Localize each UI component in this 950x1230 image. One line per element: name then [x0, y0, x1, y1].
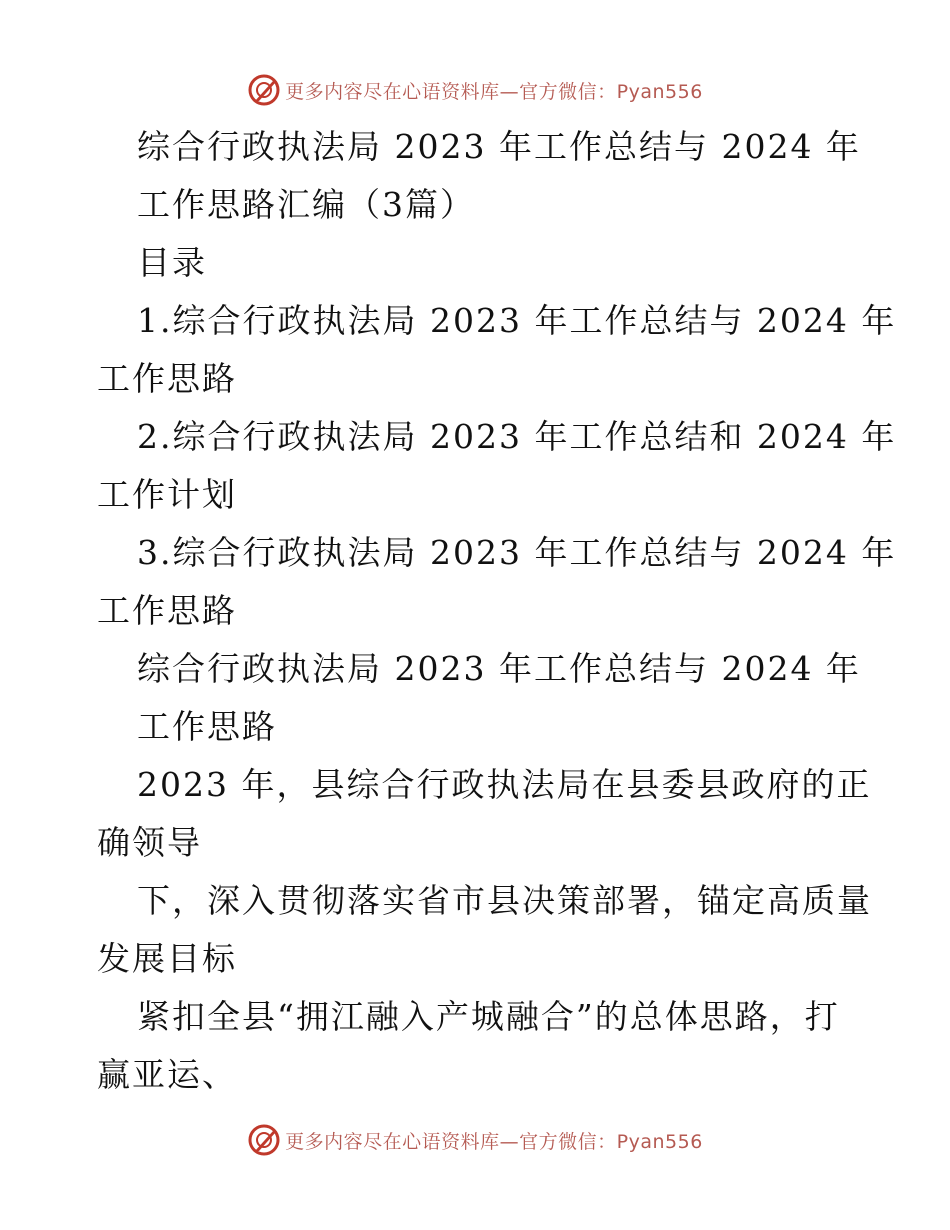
- quill-logo-icon: [247, 73, 281, 107]
- toc-item-2-line-1: 2.综合行政执法局 2023 年工作总结和 2024 年: [137, 417, 897, 456]
- section-title-line-2: 工作思路: [137, 707, 277, 746]
- paragraph-line-5: 紧扣全县“拥江融入产城融合”的总体思路，打: [137, 997, 840, 1036]
- header-banner-text: 更多内容尽在心语资料库—官方微信：Pyan556: [285, 80, 703, 103]
- toc-item-1-line-1: 1.综合行政执法局 2023 年工作总结与 2024 年: [137, 301, 897, 340]
- header-watermark-banner: [0, 70, 950, 110]
- section-title-line-1: 综合行政执法局 2023 年工作总结与 2024 年: [137, 649, 861, 688]
- doc-title-line-2: 工作思路汇编（3篇）: [137, 185, 475, 224]
- paragraph-line-3: 下，深入贯彻落实省市县决策部署，锚定高质量: [137, 881, 872, 920]
- toc-item-1-line-2: 工作思路: [97, 359, 237, 398]
- doc-title-line-1: 综合行政执法局 2023 年工作总结与 2024 年: [137, 127, 861, 166]
- paragraph-line-6: 赢亚运、: [97, 1055, 237, 1094]
- paragraph-line-4: 发展目标: [97, 939, 237, 978]
- paragraph-line-1: 2023 年，县综合行政执法局在县委县政府的正: [137, 765, 872, 804]
- paragraph-line-2: 确领导: [97, 823, 202, 862]
- toc-item-3-line-1: 3.综合行政执法局 2023 年工作总结与 2024 年: [137, 533, 897, 572]
- footer-watermark-banner: [0, 1120, 950, 1160]
- toc-heading: 目录: [137, 243, 207, 282]
- footer-banner-text: 更多内容尽在心语资料库—官方微信：Pyan556: [285, 1130, 703, 1153]
- quill-logo-icon: [247, 1123, 281, 1157]
- toc-item-2-line-2: 工作计划: [97, 475, 237, 514]
- toc-item-3-line-2: 工作思路: [97, 591, 237, 630]
